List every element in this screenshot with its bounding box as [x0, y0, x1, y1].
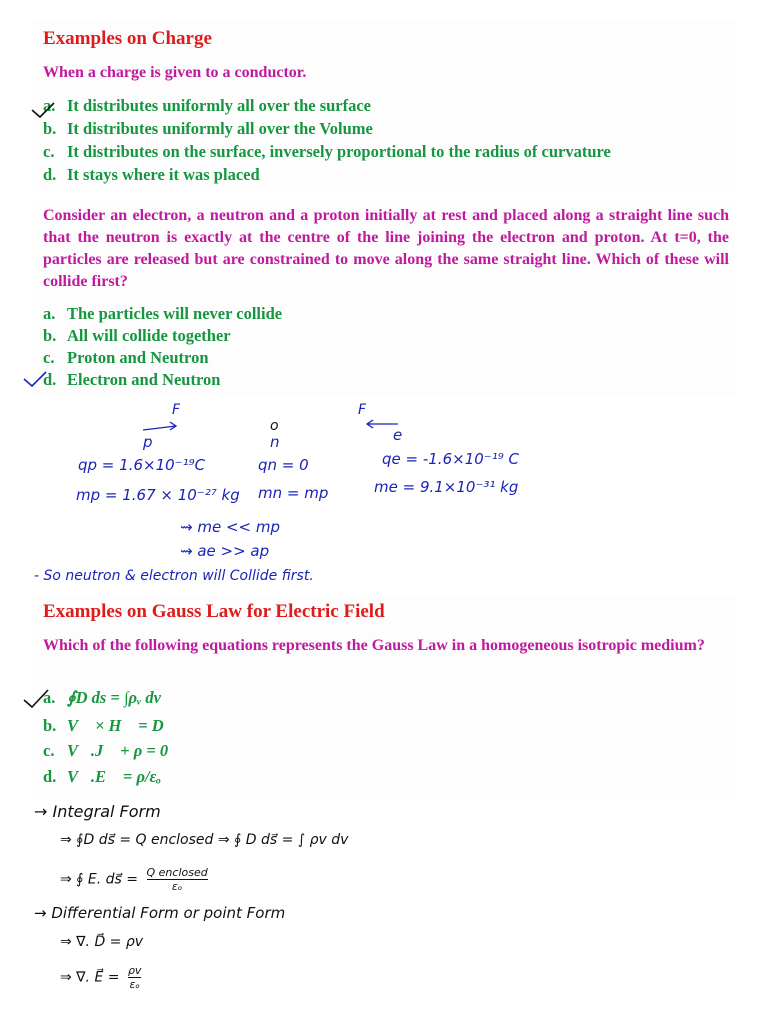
option-letter: d.: [43, 767, 57, 786]
option-letter: d.: [43, 165, 57, 184]
fraction-denominator: εₒ: [129, 978, 140, 991]
line4-left: ⇒ ∇. E⃗ =: [60, 969, 120, 986]
proton-charge: qp = 1.6×10⁻¹⁹C: [78, 456, 206, 474]
section-title: Examples on Charge: [43, 28, 212, 49]
option-text: It distributes on the surface, inversely proportional to the radius of curvature: [67, 142, 611, 161]
force-label-left: F: [172, 402, 181, 418]
proton-mass: mp = 1.67 × 10⁻²⁷ kg: [76, 486, 240, 504]
fraction-denominator: εₒ: [171, 880, 183, 893]
option-letter: c.: [43, 348, 55, 367]
checkmark-icon: [24, 372, 46, 386]
question-text: When a charge is given to a conductor.: [43, 64, 307, 81]
force-label-right: F: [358, 402, 367, 418]
option-letter: c.: [43, 741, 55, 760]
option-letter: b.: [43, 119, 57, 138]
option-text: Electron and Neutron: [67, 370, 221, 389]
option-text: ∮D ds = ∫ρᵥ dv: [67, 688, 161, 707]
mass-comparison: ⇝ me << mp: [180, 518, 280, 536]
neutron-charge: qn = 0: [258, 456, 309, 474]
question-text: Consider an electron, a neutron and a proton initially at rest and placed along a straight line such that the neutron is exactly at the centre of the line joining the electron and proton. At t=0, the particles are released but are constrained to move along the same straight line. Which of these will collide first?: [43, 207, 729, 290]
acceleration-comparison: ⇝ ae >> ap: [180, 542, 270, 560]
fraction-numerator: ρv: [127, 964, 142, 977]
option-text: Proton and Neutron: [67, 348, 209, 367]
proton-label: p: [143, 433, 153, 451]
option-letter: b.: [43, 326, 57, 345]
differential-form-heading: → Differential Form or point Form: [34, 904, 286, 922]
option-letter: a.: [43, 688, 56, 707]
electron-mass: me = 9.1×10⁻³¹ kg: [374, 478, 519, 496]
fraction-numerator: Q enclosed: [146, 866, 208, 879]
question-text: Which of the following equations represents the Gauss Law in a homogeneous isotropic medium?: [43, 637, 705, 654]
integral-form-heading: → Integral Form: [34, 802, 161, 821]
conclusion-note: - So neutron & electron will Collide first.: [34, 568, 314, 584]
option-letter: b.: [43, 716, 57, 735]
electron-charge: qe = -1.6×10⁻¹⁹ C: [382, 450, 519, 468]
integral-form-line-1: ⇒ ∮D ds⃗ = Q enclosed ⇒ ∮ D ds⃗ = ∫ ρv dv: [60, 832, 349, 848]
option-letter: c.: [43, 142, 55, 161]
option-text: V⃗ × H⃗ = D⃗: [67, 716, 177, 735]
checkmark-icon: [24, 690, 48, 707]
arrow-right-icon: [143, 422, 176, 430]
option-text: It distributes uniformly all over the surface: [67, 96, 372, 115]
checkmark-icon: [32, 103, 54, 117]
line2-left: ⇒ ∮ E. ds⃗ =: [60, 871, 139, 888]
differential-form-line-1: ⇒ ∇. D⃗ = ρv: [60, 934, 144, 950]
neutron-marker: o: [270, 418, 279, 434]
neutron-label: n: [270, 433, 280, 451]
option-text: All will collide together: [67, 326, 231, 345]
arrow-left-icon: [367, 420, 398, 428]
option-text: V⃗.J⃗ + ρ = 0: [67, 741, 169, 760]
option-letter: d.: [43, 370, 57, 389]
section-title: Examples on Gauss Law for Electric Field: [43, 601, 385, 622]
neutron-mass: mn = mp: [258, 484, 329, 502]
option-text: It distributes uniformly all over the Volume: [67, 119, 373, 138]
option-text: V⃗.E⃗ = ρ/εₒ: [67, 767, 162, 786]
option-text: The particles will never collide: [67, 304, 283, 323]
electron-label: e: [393, 426, 403, 444]
option-letter: a.: [43, 96, 56, 115]
option-letter: a.: [43, 304, 56, 323]
option-text: It stays where it was placed: [67, 165, 260, 184]
